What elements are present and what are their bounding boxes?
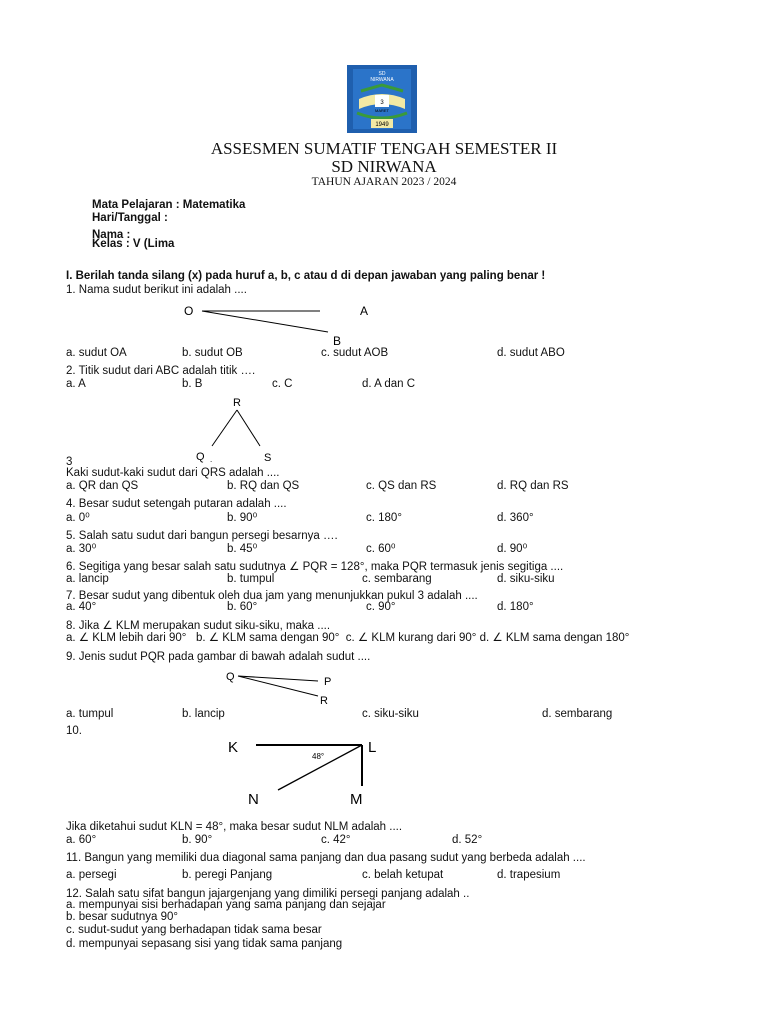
q11-option-c[interactable]: c. belah ketupat bbox=[362, 869, 444, 881]
q5-option-d[interactable]: d. 90⁰ bbox=[497, 543, 528, 555]
q2-option-b[interactable]: b. B bbox=[182, 378, 203, 390]
q10-option-a[interactable]: a. 60° bbox=[66, 834, 97, 846]
q3-angle-figure bbox=[190, 394, 280, 466]
academic-year: TAHUN AJARAN 2023 / 2024 bbox=[311, 176, 457, 188]
q1-angle-figure bbox=[180, 302, 380, 348]
q5-option-a[interactable]: a. 30⁰ bbox=[66, 543, 97, 555]
q4-option-d[interactable]: d. 360° bbox=[497, 512, 534, 524]
question-10: Jika diketahui sudut KLN = 48°, maka besar sudut NLM adalah .... bbox=[66, 821, 403, 833]
q3-label-q: Q bbox=[196, 451, 205, 463]
q1-option-c[interactable]: c. sudut AOB bbox=[321, 347, 389, 359]
q4-option-a[interactable]: a. 0⁰ bbox=[66, 512, 90, 524]
question-4: 4. Besar sudut setengah putaran adalah .... bbox=[66, 498, 287, 510]
logo-day: 3 bbox=[380, 100, 384, 106]
q4-option-b[interactable]: b. 90⁰ bbox=[227, 512, 258, 524]
q6-option-d[interactable]: d. siku-siku bbox=[497, 573, 555, 585]
q12-option-b[interactable]: b. besar sudutnya 90° bbox=[66, 911, 179, 923]
logo-month: MARET bbox=[375, 108, 389, 113]
q1-label-b: B bbox=[333, 334, 342, 348]
q2-option-c[interactable]: c. C bbox=[272, 378, 293, 390]
q10-label-m: M bbox=[350, 791, 363, 808]
question-3-number: 3 bbox=[66, 456, 73, 468]
q1-option-d[interactable]: d. sudut ABO bbox=[497, 347, 565, 359]
school-logo bbox=[347, 65, 417, 133]
q3-option-d[interactable]: d. RQ dan RS bbox=[497, 480, 569, 492]
question-1: 1. Nama sudut berikut ini adalah .... bbox=[66, 284, 247, 296]
question-6: 6. Segitiga yang besar salah satu sudutnya ∠ PQR = 128°, maka PQR termasuk jenis segitiga .... bbox=[66, 561, 564, 573]
q9-label-p: P bbox=[324, 676, 332, 688]
q7-option-b[interactable]: b. 60° bbox=[227, 601, 258, 613]
logo-year: 1949 bbox=[375, 122, 389, 128]
q2-option-d[interactable]: d. A dan C bbox=[362, 378, 416, 390]
q10-option-d[interactable]: d. 52° bbox=[452, 834, 483, 846]
question-12: 12. Salah satu sifat bangun jajargenjang yang dimiliki persegi panjang adalah .. bbox=[66, 888, 470, 900]
q9-option-c[interactable]: c. siku-siku bbox=[362, 708, 419, 720]
question-7: 7. Besar sudut yang dibentuk oleh dua jam yang menunjukkan pukul 3 adalah .... bbox=[66, 590, 478, 602]
q3-option-c[interactable]: c. QS dan RS bbox=[366, 480, 437, 492]
q4-option-c[interactable]: c. 180° bbox=[366, 512, 402, 524]
name-line: Nama : bbox=[92, 229, 131, 241]
q10-label-k: K bbox=[228, 739, 239, 756]
q1-label-a: A bbox=[360, 304, 369, 318]
q2-option-a[interactable]: a. A bbox=[66, 378, 86, 390]
q3-option-b[interactable]: b. RQ dan QS bbox=[227, 480, 300, 492]
logo-name-text: NIRWANA bbox=[370, 77, 394, 83]
q12-option-a[interactable]: a. mempunyai sisi berhadapan yang sama panjang dan sejajar bbox=[66, 899, 386, 911]
q1-option-a[interactable]: a. sudut OA bbox=[66, 347, 127, 359]
exam-title: ASSESMEN SUMATIF TENGAH SEMESTER II bbox=[210, 139, 558, 158]
q3-label-s: S bbox=[264, 452, 272, 464]
q6-option-a[interactable]: a. lancip bbox=[66, 573, 109, 585]
question-11: 11. Bangun yang memiliki dua diagonal sama panjang dan dua pasang sudut yang berbeda adalah .... bbox=[66, 852, 586, 864]
question-8: 8. Jika ∠ KLM merupakan sudut siku-siku, maka .... bbox=[66, 620, 331, 632]
q1-option-b[interactable]: b. sudut OB bbox=[182, 347, 243, 359]
q9-option-b[interactable]: b. lancip bbox=[182, 708, 225, 720]
q9-option-d[interactable]: d. sembarang bbox=[542, 708, 613, 720]
q7-option-d[interactable]: d. 180° bbox=[497, 601, 534, 613]
q10-option-c[interactable]: c. 42° bbox=[321, 834, 351, 846]
q10-option-b[interactable]: b. 90° bbox=[182, 834, 213, 846]
subject-line: Mata Pelajaran : Matematika bbox=[92, 199, 246, 211]
q3-dot: . bbox=[210, 455, 213, 464]
q12-option-c[interactable]: c. sudut-sudut yang berhadapan tidak sama besar bbox=[66, 924, 322, 936]
question-10-number: 10. bbox=[66, 725, 82, 737]
q5-option-b[interactable]: b. 45⁰ bbox=[227, 543, 258, 555]
q7-option-c[interactable]: c. 90° bbox=[366, 601, 396, 613]
q9-option-a[interactable]: a. tumpul bbox=[66, 708, 114, 720]
q6-option-c[interactable]: c. sembarang bbox=[362, 573, 432, 585]
q11-option-d[interactable]: d. trapesium bbox=[497, 869, 561, 881]
question-5: 5. Salah satu sudut dari bangun persegi besarnya …. bbox=[66, 530, 338, 542]
question-2: 2. Titik sudut dari ABC adalah titik …. bbox=[66, 365, 256, 377]
q9-angle-figure bbox=[224, 668, 344, 708]
q11-option-a[interactable]: a. persegi bbox=[66, 869, 117, 881]
q11-option-b[interactable]: b. peregi Panjang bbox=[182, 869, 273, 881]
q10-label-n: N bbox=[248, 791, 259, 808]
q9-label-q: Q bbox=[226, 671, 235, 683]
q3-label-r: R bbox=[233, 397, 241, 409]
q7-option-a[interactable]: a. 40° bbox=[66, 601, 97, 613]
q10-angle-label: 48° bbox=[312, 752, 325, 761]
q10-angle-figure bbox=[226, 734, 386, 808]
question-9: 9. Jenis sudut PQR pada gambar di bawah adalah sudut .... bbox=[66, 651, 371, 663]
question-3: Kaki sudut-kaki sudut dari QRS adalah .... bbox=[66, 467, 280, 479]
school-name: SD NIRWANA bbox=[331, 157, 437, 176]
q12-option-d[interactable]: d. mempunyai sepasang sisi yang tidak sama panjang bbox=[66, 938, 343, 950]
date-line: Hari/Tanggal : bbox=[92, 212, 168, 224]
logo-top-text: SD bbox=[378, 71, 386, 77]
class-line: Kelas : V (Lima bbox=[92, 238, 175, 250]
q10-label-l: L bbox=[368, 739, 377, 756]
q9-label-r: R bbox=[320, 695, 328, 707]
section-instruction: I. Berilah tanda silang (x) pada huruf a, b, c atau d di depan jawaban yang paling benar ! bbox=[66, 270, 546, 282]
q1-label-o: O bbox=[184, 304, 194, 318]
q8-options[interactable]: a. ∠ KLM lebih dari 90° b. ∠ KLM sama dengan 90° c. ∠ KLM kurang dari 90° d. ∠ KLM sama dengan 180° bbox=[66, 632, 630, 644]
q6-option-b[interactable]: b. tumpul bbox=[227, 573, 275, 585]
q3-option-a[interactable]: a. QR dan QS bbox=[66, 480, 139, 492]
q5-option-c[interactable]: c. 60⁰ bbox=[366, 543, 396, 555]
